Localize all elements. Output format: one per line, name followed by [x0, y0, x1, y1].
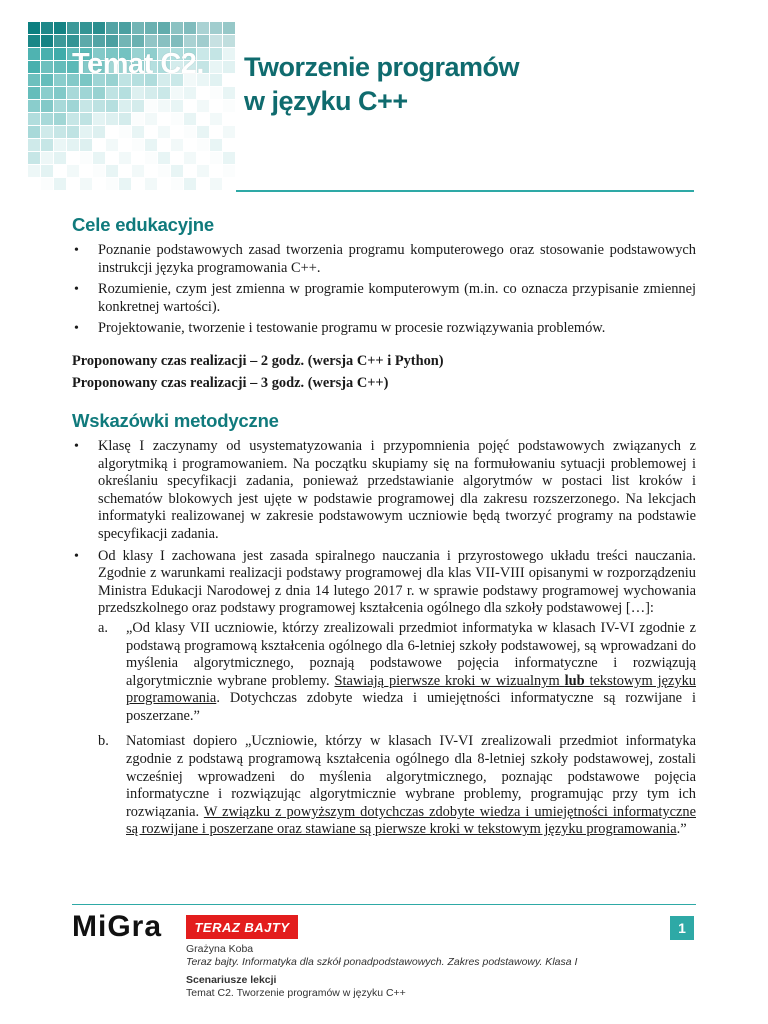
mosaic-tile — [145, 35, 157, 47]
quote-a-bold: lub — [564, 672, 585, 689]
mosaic-tile — [80, 139, 92, 151]
quote-marker-a: a. — [98, 619, 108, 636]
mosaic-tile — [158, 100, 170, 112]
mosaic-tile — [184, 126, 196, 138]
guidelines-list — [72, 438, 696, 839]
mosaic-tile — [132, 35, 144, 47]
mosaic-tile — [210, 152, 222, 164]
mosaic-tile — [119, 22, 131, 34]
mosaic-tile — [67, 165, 79, 177]
mosaic-tile — [223, 152, 235, 164]
mosaic-tile — [119, 152, 131, 164]
quote-item-a — [98, 620, 696, 726]
mosaic-tile — [106, 113, 118, 125]
page-title-line-2: w języku C++ — [244, 86, 408, 116]
series-logo: TERAZ BAJTY — [186, 915, 298, 939]
mosaic-tile — [54, 22, 66, 34]
mosaic-tile — [80, 178, 92, 190]
mosaic-tile — [210, 48, 222, 60]
quote-a-underlined-2: tekstowym języku programowania — [126, 672, 696, 707]
mosaic-tile — [41, 48, 53, 60]
mosaic-tile — [145, 100, 157, 112]
mosaic-tile — [132, 126, 144, 138]
mosaic-tile — [106, 178, 118, 190]
mosaic-tile — [28, 126, 40, 138]
mosaic-tile — [119, 87, 131, 99]
mosaic-tile — [93, 87, 105, 99]
mosaic-tile — [223, 100, 235, 112]
mosaic-tile — [80, 126, 92, 138]
footer-topic: Temat C2. Tworzenie programów w języku C++ — [186, 987, 406, 999]
mosaic-tile — [41, 35, 53, 47]
mosaic-tile — [197, 35, 209, 47]
mosaic-tile — [132, 87, 144, 99]
page-title — [244, 50, 519, 118]
mosaic-tile — [54, 74, 66, 86]
mosaic-tile — [158, 87, 170, 99]
mosaic-tile — [106, 100, 118, 112]
list-item: • Poznanie podstawowych zasad tworzenia programu komputerowego oraz stosowanie podstawowych instrukcji języka programowania C++. — [72, 242, 696, 277]
mosaic-tile — [119, 113, 131, 125]
mosaic-tile — [210, 35, 222, 47]
quote-b-underlined: W związku z powyższym dotychczas zdobyte wiedza i umiejętności informatyczne są rozwijane i poszerzane oraz stawiane są pierwsze kroki w tekstowym języku programowania — [126, 803, 696, 838]
mosaic-tile — [197, 100, 209, 112]
mosaic-tile — [54, 61, 66, 73]
mosaic-tile — [41, 74, 53, 86]
mosaic-tile — [145, 178, 157, 190]
mosaic-tile — [80, 35, 92, 47]
mosaic-tile — [28, 100, 40, 112]
footer-author: Grażyna Koba — [186, 943, 254, 955]
mosaic-tile — [28, 113, 40, 125]
quote-marker-b: b. — [98, 733, 109, 750]
mosaic-tile — [184, 178, 196, 190]
mosaic-tile — [28, 165, 40, 177]
mosaic-tile — [119, 126, 131, 138]
footer-info — [186, 943, 577, 1000]
list-item-text: Od klasy I zachowana jest zasada spiralnego nauczania i przyrostowego układu treści nauczania. Zgodnie z warunkami realizacji podstawy programowej dla klas VII-VIII opisanymi w rozporządzeniu Ministra Edukacji Narodowej z dnia 14 lutego 2017 r. w sprawie podstawy programowej wychowania przedszkolnego oraz podstawy programowej kształcenia ogólnego dla szkoły podstawowej […]: — [98, 547, 696, 617]
mosaic-tile — [223, 87, 235, 99]
mosaic-tile — [210, 74, 222, 86]
time-info — [72, 350, 696, 394]
footer-doc-type: Scenariusze lekcji — [186, 974, 277, 986]
mosaic-tile — [171, 178, 183, 190]
mosaic-tile — [119, 178, 131, 190]
quote-item-b — [98, 733, 696, 839]
mosaic-tile — [28, 48, 40, 60]
mosaic-tile — [119, 35, 131, 47]
mosaic-tile — [28, 61, 40, 73]
mosaic-tile — [210, 61, 222, 73]
mosaic-tile — [28, 74, 40, 86]
mosaic-tile — [28, 22, 40, 34]
mosaic-tile — [54, 178, 66, 190]
mosaic-tile — [67, 22, 79, 34]
mosaic-tile — [171, 165, 183, 177]
time-line-1: Proponowany czas realizacji – 2 godz. (wersja C++ i Python) — [72, 352, 444, 369]
mosaic-tile — [158, 22, 170, 34]
mosaic-tile — [197, 22, 209, 34]
mosaic-tile — [54, 100, 66, 112]
mosaic-tile — [28, 139, 40, 151]
mosaic-tile — [158, 35, 170, 47]
mosaic-tile — [80, 152, 92, 164]
quote-a-text: „Od klasy VII uczniowie, którzy zrealizowali przedmiot informatyka w klasach IV-VI zgodnie z podstawą programową kształcenia ogólnego dla 6-letniej szkoły podstawowej, są wprowadzani do myślenia algorytmicznego, poznają podstawowe pojęcia informatyczne i rozwiązują algorytmicznie wybrane problemy. — [126, 619, 696, 689]
mosaic-tile — [41, 100, 53, 112]
mosaic-tile — [132, 139, 144, 151]
page-title-line-1: Tworzenie programów — [244, 52, 520, 82]
mosaic-tile — [197, 165, 209, 177]
page-number: 1 — [670, 916, 694, 940]
goals-list — [72, 242, 696, 338]
footer-divider — [72, 904, 696, 905]
mosaic-tile — [210, 178, 222, 190]
mosaic-tile — [28, 87, 40, 99]
publisher-logo: MiGra — [72, 910, 163, 943]
mosaic-tile — [93, 35, 105, 47]
mosaic-tile — [158, 165, 170, 177]
mosaic-tile — [106, 35, 118, 47]
mosaic-tile — [106, 22, 118, 34]
mosaic-tile — [210, 87, 222, 99]
mosaic-tile — [54, 48, 66, 60]
mosaic-tile — [41, 165, 53, 177]
mosaic-tile — [132, 165, 144, 177]
mosaic-tile — [158, 152, 170, 164]
footer-book-title: Teraz bajty. Informatyka dla szkół ponadpodstawowych. Zakres podstawowy. Klasa I — [186, 956, 578, 968]
mosaic-tile — [223, 48, 235, 60]
list-item: • Klasę I zaczynamy od usystematyzowania i przypomnienia pojęć podstawowych związanych z algorytmiką i programowaniem. Na początku skupiamy się na formułowaniu sytuacji problemowej i określaniu specyfikacji zadania, ponieważ przedstawianie algorytmów w postaci list kroków i schematów blokowych jest ujęte w podstawie programowej dla zakresu rozszerzonego. Na lekcjach informatyki realizowanej w zakresie podstawowym uczniowie będą tworzyć programy na podstawie specyfikacji zadania. — [72, 438, 696, 544]
main-content — [72, 214, 696, 847]
mosaic-tile — [184, 113, 196, 125]
quote-a-underlined-1: Stawiają pierwsze kroki w wizualnym — [334, 672, 565, 689]
mosaic-tile — [184, 22, 196, 34]
mosaic-tile — [54, 126, 66, 138]
list-item: • Rozumienie, czym jest zmienna w programie komputerowym (m.in. co oznacza przypisanie zmiennej konkretnej wartości). — [72, 281, 696, 316]
mosaic-tile — [197, 126, 209, 138]
mosaic-tile — [223, 35, 235, 47]
mosaic-tile — [184, 35, 196, 47]
title-divider — [236, 190, 694, 192]
mosaic-tile — [93, 22, 105, 34]
time-line-2: Proponowany czas realizacji – 3 godz. (wersja C++) — [72, 374, 389, 391]
mosaic-tile — [119, 100, 131, 112]
mosaic-tile — [67, 126, 79, 138]
mosaic-tile — [93, 165, 105, 177]
mosaic-tile — [184, 87, 196, 99]
mosaic-tile — [223, 126, 235, 138]
mosaic-tile — [80, 113, 92, 125]
mosaic-tile — [67, 35, 79, 47]
mosaic-tile — [132, 100, 144, 112]
mosaic-tile — [67, 87, 79, 99]
mosaic-tile — [41, 126, 53, 138]
mosaic-tile — [41, 139, 53, 151]
mosaic-tile — [223, 61, 235, 73]
quote-list — [98, 620, 696, 839]
mosaic-tile — [171, 35, 183, 47]
mosaic-tile — [132, 22, 144, 34]
mosaic-tile — [54, 139, 66, 151]
mosaic-tile — [210, 139, 222, 151]
mosaic-tile — [210, 22, 222, 34]
mosaic-tile — [80, 87, 92, 99]
quote-b-text: Natomiast dopiero „Uczniowie, którzy w klasach IV-VI zrealizowali przedmiot informatyka zgodnie z podstawą programową kształcenia ogólnego dla 8-letniej szkoły podstawowej, zostali wcześniej wprowadzeni do myślenia algorytmicznego, poznając podstawowe pojęcia informatyczne i rozwiązując algorytmicznie wybrane problemy, programując przy tym ich rozwiązania. — [126, 733, 696, 820]
mosaic-tile — [67, 113, 79, 125]
mosaic-tile — [184, 152, 196, 164]
quote-a-end: . Dotychczas zdobyte wiedza i umiejętności informatyczne są rozwijane i poszerzane.” — [126, 690, 696, 724]
mosaic-tile — [158, 126, 170, 138]
mosaic-tile — [132, 113, 144, 125]
mosaic-tile — [28, 35, 40, 47]
list-item: • Projektowanie, tworzenie i testowanie programu w procesie rozwiązywania problemów. — [72, 320, 696, 338]
list-item — [72, 548, 696, 840]
mosaic-tile — [106, 87, 118, 99]
mosaic-tile — [80, 22, 92, 34]
mosaic-tile — [41, 61, 53, 73]
mosaic-tile — [171, 100, 183, 112]
mosaic-tile — [197, 139, 209, 151]
quote-b-end: .” — [676, 821, 687, 838]
mosaic-tile — [54, 87, 66, 99]
section-heading-guidelines: Wskazówki metodyczne — [72, 409, 279, 431]
topic-label: Temat C2. — [72, 48, 204, 80]
mosaic-tile — [145, 152, 157, 164]
mosaic-tile — [106, 139, 118, 151]
mosaic-tile — [54, 35, 66, 47]
mosaic-tile — [171, 113, 183, 125]
mosaic-tile — [80, 100, 92, 112]
mosaic-tile — [41, 113, 53, 125]
mosaic-tile — [67, 139, 79, 151]
mosaic-tile — [145, 87, 157, 99]
mosaic-tile — [41, 22, 53, 34]
mosaic-tile — [41, 152, 53, 164]
mosaic-tile — [210, 113, 222, 125]
mosaic-tile — [41, 178, 53, 190]
mosaic-tile — [145, 22, 157, 34]
mosaic-tile — [41, 87, 53, 99]
section-heading-goals: Cele edukacyjne — [72, 214, 214, 235]
mosaic-tile — [54, 152, 66, 164]
mosaic-tile — [93, 152, 105, 164]
mosaic-tile — [171, 87, 183, 99]
mosaic-tile — [93, 100, 105, 112]
mosaic-tile — [93, 126, 105, 138]
mosaic-tile — [171, 139, 183, 151]
mosaic-tile — [223, 22, 235, 34]
mosaic-tile — [145, 139, 157, 151]
mosaic-tile — [171, 22, 183, 34]
mosaic-tile — [223, 165, 235, 177]
mosaic-tile — [54, 113, 66, 125]
mosaic-tile — [28, 152, 40, 164]
mosaic-tile — [145, 113, 157, 125]
mosaic-tile — [67, 100, 79, 112]
mosaic-tile — [106, 165, 118, 177]
mosaic-tile — [93, 113, 105, 125]
